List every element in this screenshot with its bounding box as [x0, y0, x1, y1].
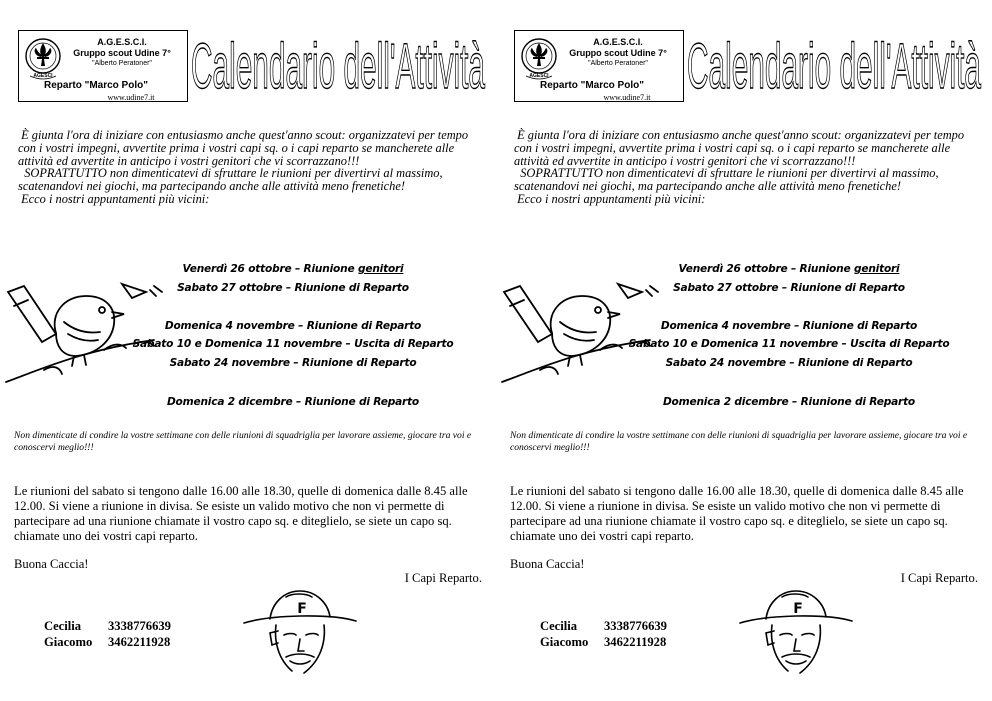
intro-paragraph: Ecco i nostri appuntamenti più vicini:	[21, 191, 210, 206]
svg-text:F: F	[297, 601, 307, 617]
signature: I Capi Reparto.	[404, 571, 482, 585]
org-header-box	[514, 30, 684, 102]
svg-text:Calendario dell'Attività: Calendario dell'Attività	[191, 30, 486, 102]
contact-row: Cecilia 3338776639	[44, 619, 171, 633]
org-name: A.G.E.S.C.I.	[97, 37, 147, 47]
intro-paragraph: È giunta l'ora di iniziare con entusiasmo anche quest'anno scout: organizzatevi per tempo con i vostri impegni, avvertite prima i vostri capi sq. o i capi reparto se mancherete alle attività ed avvertite in anticipo i vostri genitori che vi scorrazzano!!!	[514, 128, 965, 168]
schedule-item: Venerdì 26 ottobre – Riunione genitori	[182, 263, 404, 275]
scout-founder-sketch	[240, 583, 360, 681]
intro-paragraph: SOPRATTUTTO non dimenticatevi di sfruttare le riunioni per divertirvi al massimo, scatenandovi nei giochi, ma partecipando anche alle attività meno frenetiche!	[18, 166, 443, 194]
squad-meeting-note: Non dimenticate di condire la vostre settimane con delle riunioni di squadriglia per lavorare assieme, giocare tra voi e conoscervi meglio!!!	[510, 430, 968, 453]
group-dedication: "Alberto Peratoner"	[588, 60, 648, 67]
intro-paragraph: È giunta l'ora di iniziare con entusiasmo anche quest'anno scout: organizzatevi per tempo con i vostri impegni, avvertite prima i vostri capi sq. o i capi reparto se mancherete alle attività ed avvertite in anticipo i vostri genitori che vi scorrazzano!!!	[18, 128, 469, 168]
contact-row: Giacomo 3462211928	[44, 635, 171, 649]
phone-number[interactable]: 3462211928	[108, 635, 171, 649]
schedule-item: Domenica 4 novembre – Riunione di Reparto	[164, 320, 422, 332]
phone-number[interactable]: 3338776639	[604, 619, 667, 633]
agesci-logo-icon	[23, 36, 63, 82]
contacts-list	[540, 618, 667, 650]
schedule-item: Sabato 27 ottobre – Riunione di Reparto	[177, 282, 409, 294]
schedule-item: Sabato 24 novembre – Riunione di Reparto	[169, 357, 417, 369]
schedule-item: Sabato 27 ottobre – Riunione di Reparto	[673, 282, 905, 294]
signature: I Capi Reparto.	[900, 571, 978, 585]
schedule-item: Sabato 24 novembre – Riunione di Reparto	[665, 357, 913, 369]
svg-text:Calendario dell'Attività: Calendario dell'Attività	[687, 30, 982, 102]
contact-row: Giacomo 3462211928	[540, 635, 667, 649]
bird-on-branch-illustration	[4, 278, 164, 388]
org-name: A.G.E.S.C.I.	[593, 37, 643, 47]
website-link[interactable]: www.udine7.it	[603, 93, 651, 102]
svg-text:AGESCI: AGESCI	[529, 73, 549, 79]
greeting: Buona Caccia!	[14, 557, 89, 571]
group-name: Gruppo scout Udine 7°	[73, 48, 171, 58]
group-dedication: "Alberto Peratoner"	[92, 60, 152, 67]
schedule-item: Domenica 2 dicembre – Riunione di Reparto	[662, 396, 916, 408]
flyer-right	[496, 0, 992, 701]
unit-name: Reparto "Marco Polo"	[44, 80, 148, 91]
phone-number[interactable]: 3462211928	[604, 635, 667, 649]
page-title	[684, 26, 984, 106]
schedule-item: Sabato 10 e Domenica 11 novembre – Uscita di Reparto	[628, 338, 950, 350]
contact-row: Cecilia 3338776639	[540, 619, 667, 633]
scout-founder-sketch	[736, 583, 856, 681]
org-header-box	[18, 30, 188, 102]
agesci-logo-icon	[519, 36, 559, 82]
schedule-item: Domenica 2 dicembre – Riunione di Reparto	[166, 396, 420, 408]
intro-paragraph: SOPRATTUTTO non dimenticatevi di sfruttare le riunioni per divertirvi al massimo, scatenandovi nei giochi, ma partecipando anche alle attività meno frenetiche!	[514, 166, 939, 194]
svg-text:AGESCI: AGESCI	[33, 73, 53, 79]
bird-on-branch-illustration	[500, 278, 660, 388]
greeting: Buona Caccia!	[510, 557, 585, 571]
intro-paragraph: Ecco i nostri appuntamenti più vicini:	[517, 191, 706, 206]
meeting-info: Le riunioni del sabato si tengono dalle 16.00 alle 18.30, quelle di domenica dalle 8.45 alle 12.00. Si viene a riunione in divisa. Se esiste un valido motivo che non vi permette di partecipare ad una riunione chiamate il vostro capo sq. e diteglielo, se siete un capo sq. chiamate uno dei vostri capi reparto.	[14, 484, 468, 543]
contacts-list	[44, 618, 171, 650]
page-title	[188, 26, 488, 106]
phone-number[interactable]: 3338776639	[108, 619, 171, 633]
schedule-item: Venerdì 26 ottobre – Riunione genitori	[678, 263, 900, 275]
website-link[interactable]: www.udine7.it	[107, 93, 155, 102]
squad-meeting-note: Non dimenticate di condire la vostre settimane con delle riunioni di squadriglia per lavorare assieme, giocare tra voi e conoscervi meglio!!!	[14, 430, 472, 453]
group-name: Gruppo scout Udine 7°	[569, 48, 667, 58]
intro-text	[18, 129, 488, 206]
unit-name: Reparto "Marco Polo"	[540, 80, 644, 91]
intro-text	[514, 129, 984, 206]
meeting-info: Le riunioni del sabato si tengono dalle 16.00 alle 18.30, quelle di domenica dalle 8.45 alle 12.00. Si viene a riunione in divisa. Se esiste un valido motivo che non vi permette di partecipare ad una riunione chiamate il vostro capo sq. e diteglielo, se siete un capo sq. chiamate uno dei vostri capi reparto.	[510, 484, 964, 543]
schedule-item: Domenica 4 novembre – Riunione di Reparto	[660, 320, 918, 332]
svg-text:F: F	[793, 601, 803, 617]
schedule-item: Sabato 10 e Domenica 11 novembre – Uscita di Reparto	[132, 338, 454, 350]
